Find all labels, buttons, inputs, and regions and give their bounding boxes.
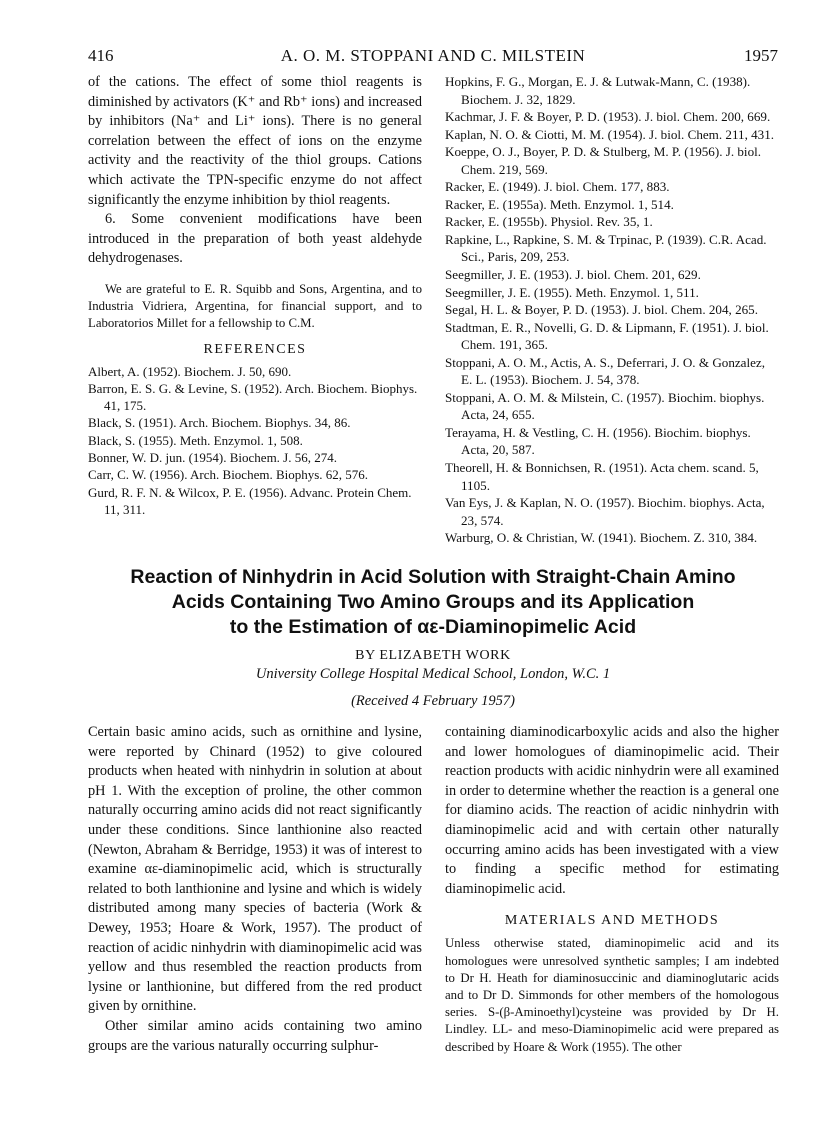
reference-item: Stoppani, A. O. M., Actis, A. S., Deferrari, J. O. & Gonzalez, E. L. (1953). Biochem. J. 54, 378. [445, 354, 766, 388]
reference-item: Seegmiller, J. E. (1955). Meth. Enzymol. 1, 511. [445, 284, 699, 300]
body-right-column [445, 723, 779, 1056]
reference-item: Racker, E. (1955b). Physiol. Rev. 35, 1. [445, 214, 653, 230]
reference-item: Hopkins, F. G., Morgan, E. J. & Lutwak-Mann, C. (1938). Biochem. J. 32, 1829. [445, 74, 751, 107]
running-header-authors: A. O. M. STOPPANI AND C. MILSTEIN [280, 46, 586, 65]
reference-item: Black, S. (1955). Meth. Enzymol. 1, 508. [88, 432, 303, 448]
reference-item: Barron, E. S. G. & Levine, S. (1952). Arch. Biochem. Biophys. 41, 175. [88, 380, 418, 414]
reference-item: Terayama, H. & Vestling, C. H. (1956). Biochim. biophys. Acta, 20, 587. [445, 424, 751, 458]
reference-item: Kachmar, J. F. & Boyer, P. D. (1953). J. biol. Chem. 200, 669. [445, 109, 771, 125]
article-title [88, 565, 778, 640]
reference-item: Van Eys, J. & Kaplan, N. O. (1957). Biochim. biophys. Acta, 23, 574. [445, 495, 765, 528]
reference-item: Carr, C. W. (1956). Arch. Biochem. Biophys. 62, 576. [88, 467, 369, 483]
reference-item: Gurd, R. F. N. & Wilcox, P. E. (1956). Advanc. Protein Chem. 11, 311. [88, 484, 412, 517]
intro-paragraph-2-continued: containing diaminodicarboxylic acids and also the higher and lower homologues of diaminopimelic acid. Their reaction products with acidic ninhydrin were all examined in order to determine whether the reaction is a general one for diamino acids. The reaction of acidic ninhydrin with diaminopimelic acid and with certain other naturally occurring amino acids has been investigated with a view to finding a specific method for estimating diaminopimelic acid. [445, 724, 779, 897]
reference-item: Bonner, W. D. jun. (1954). Biochem. J. 56, 274. [88, 450, 337, 466]
paragraph-point-6: 6. Some convenient modifications have been introduced in the preparation of both yeast aldehyde dehydrogenases. [88, 211, 422, 267]
received-date: (Received 4 February 1957) [351, 693, 515, 709]
reference-item: Warburg, O. & Christian, W. (1941). Biochem. Z. 310, 384. [445, 530, 758, 546]
byline: BY ELIZABETH WORK [355, 648, 511, 663]
intro-paragraph-2-start: Other similar amino acids containing two amino groups are the various naturally occurring sulphur- [88, 1017, 422, 1054]
reference-item: Albert, A. (1952). Biochem. J. 50, 690. [88, 363, 292, 379]
title-line: Reaction of Ninhydrin in Acid Solution with Straight-Chain Amino [130, 566, 736, 588]
reference-item: Racker, E. (1949). J. biol. Chem. 177, 883. [445, 179, 670, 195]
references-list-right [445, 73, 779, 547]
reference-item: Rapkine, L., Rapkine, S. M. & Trpinac, P. (1939). C.R. Acad. Sci., Paris, 209, 253. [445, 231, 767, 265]
body-left-column [88, 723, 422, 1056]
title-line: to the Estimation of αε-Diaminopimelic Acid [229, 616, 637, 638]
top-left-column [88, 73, 422, 518]
reference-item: Stoppani, A. O. M. & Milstein, C. (1957). Biochim. biophys. Acta, 24, 655. [445, 389, 765, 423]
references-list-left [88, 363, 422, 519]
affiliation: University College Hospital Medical School, London, W.C. 1 [255, 666, 611, 682]
running-header [88, 46, 778, 70]
reference-item: Koeppe, O. J., Boyer, P. D. & Stulberg, M. P. (1956). J. biol. Chem. 219, 569. [445, 144, 762, 177]
reference-item: Kaplan, N. O. & Ciotti, M. M. (1954). J. biol. Chem. 211, 431. [445, 126, 775, 142]
reference-item: Stadtman, E. R., Novelli, G. D. & Lipmann, F. (1951). J. biol. Chem. 191, 365. [445, 319, 769, 353]
reference-item: Racker, E. (1955a). Meth. Enzymol. 1, 514. [445, 196, 674, 212]
page-number: 416 [88, 46, 114, 65]
intro-paragraph: Certain basic amino acids, such as ornithine and lysine, were reported by Chinard (1952) to give coloured products when heated with ninhydrin in solution at about pH 1. With the exception of proline, the other common naturally occurring amino acids did not react significantly under these conditions. Since lanthionine also reacted (Newton, Abraham & Berridge, 1953) it was of interest to examine αε-diaminopimelic acid, which is structurally related to both lanthionine and lysine and which is widely distributed among many species of bacteria (Work & Dewey, 1953; Hoare & Work, 1957). The product of reaction of acidic ninhydrin with diaminopimelic acid was yellow and thus resembled the reaction products from lysine or lanthionine, but differed from the red product given by ornithine. [88, 724, 422, 1015]
paragraph-cations: of the cations. The effect of some thiol reagents is diminished by activators (K⁺ and Rb⁺ ions) and increased by inhibitors (Na⁺ and Li⁺ ions). There is no general correlation between the effect of ions on the enzyme activity and the reactivity of the thiol groups. Cations which activate the TPN-specific enzyme do not affect significantly the enzyme inhibition by thiol reagents. [88, 74, 422, 208]
title-line: Acids Containing Two Amino Groups and its Application [171, 591, 695, 613]
references-heading: REFERENCES [203, 341, 307, 357]
reference-item: Black, S. (1951). Arch. Biochem. Biophys. 34, 86. [88, 415, 351, 431]
methods-paragraph: Unless otherwise stated, diaminopimelic acid and its homologues were unresolved synthetic samples; I am indebted to Dr H. Heath for diaminosuccinic and diaminoglutaric acids and to Dr D. Simmonds for other members of the homologous series. S-(β-Aminoethyl)cysteine was provided by Dr H. Lindley. LL- and meso-Diaminopimelic acid were prepared as described by Hoare & Work (1955). The other [445, 936, 779, 1054]
header-year: 1957 [744, 46, 778, 65]
methods-heading: MATERIALS AND METHODS [504, 913, 720, 929]
reference-item: Seegmiller, J. E. (1953). J. biol. Chem. 201, 629. [445, 267, 701, 283]
reference-item: Theorell, H. & Bonnichsen, R. (1951). Acta chem. scand. 5, 1105. [445, 460, 759, 493]
reference-item: Segal, H. L. & Boyer, P. D. (1953). J. biol. Chem. 204, 265. [445, 302, 758, 318]
acknowledgement: We are grateful to E. R. Squibb and Sons, Argentina, and to Industria Vidriera, Argentina, for financial support, and to Laboratorios Millet for a fellowship to C.M. [88, 281, 422, 331]
